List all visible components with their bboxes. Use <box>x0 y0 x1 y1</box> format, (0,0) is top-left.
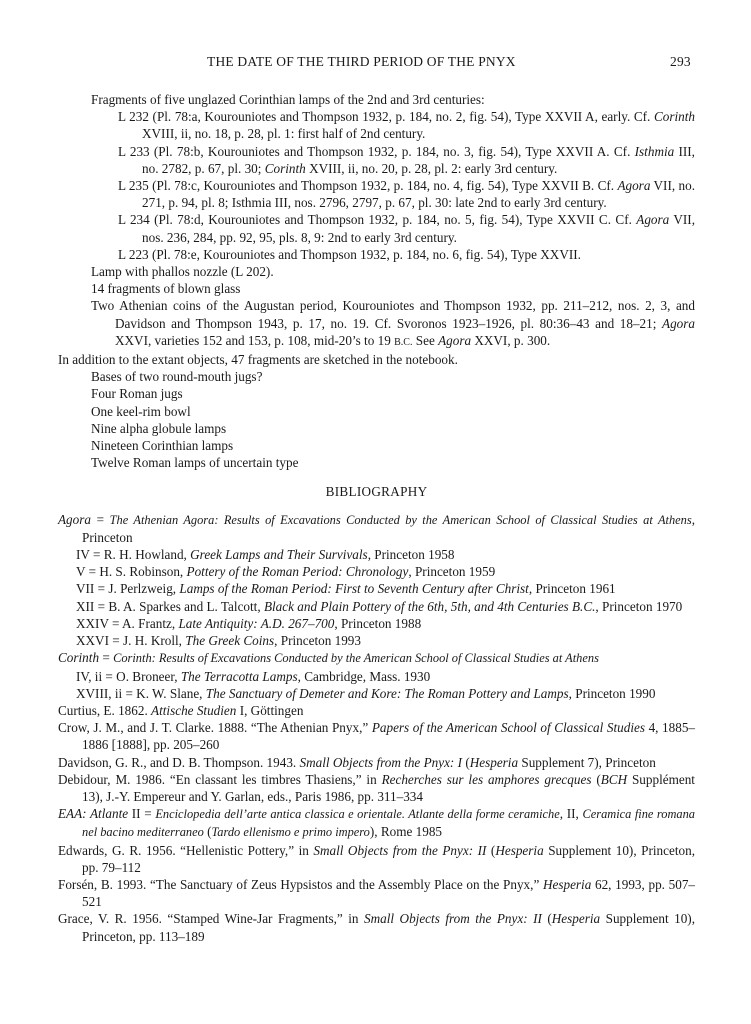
bib-entry-crow: Crow, J. M., and J. T. Clarke. 1888. “The Athenian Pnyx,” Papers of the American School of Classical Studies 4, 1885–1886 [1888], pp. 205–260 <box>58 720 696 753</box>
phallos-lamp-line: Lamp with phallos nozzle (L 202). <box>91 264 274 280</box>
lamp-entry-l234: L 234 (Pl. 78:d, Kourouniotes and Thompson 1932, p. 184, no. 5, fig. 54), Type XXVII C. Cf. Agora VII, nos. 236, 284, pp. 92, 95, pls. 8, 9: 2nd to early 3rd century. <box>118 212 695 245</box>
lamp-entry-l232: L 232 (Pl. 78:a, Kourouniotes and Thompson 1932, p. 184, no. 2, fig. 54), Type XXVII A, early. Cf. Corinth XVIII, ii, no. 18, p. 28, pl. 1: first half of 2nd century. <box>118 109 695 142</box>
bib-volume: IV, ii = O. Broneer, The Terracotta Lamps, Cambridge, Mass. 1930 <box>76 668 431 684</box>
blown-glass-line: 14 fragments of blown glass <box>91 281 241 297</box>
bib-entry-debidour: Debidour, M. 1986. “En classant les timbres Thasiens,” in Recherches sur les amphores grecques (BCH Supplément 13), J.-Y. Empereur and Y. Garlan, eds., Paris 1986, pp. 311–334 <box>58 771 695 804</box>
coins-entry: Two Athenian coins of the Augustan period, Kourouniotes and Thompson 1932, pp. 211–212, nos. 2, 3, and Davidson and Thompson 1943, p. 17, no. 19. Cf. Svoronos 1923–1926, pl. 80:36–43 and 18–21; Agora XXVI, varieties 152 and 153, p. 108, mid-20’s to 19 B.C. See Agora XXVI, p. 300. <box>91 298 695 348</box>
bib-volume: XXIV = A. Frantz, Late Antiquity: A.D. 267–700, Princeton 1988 <box>76 615 422 631</box>
bib-entry-edwards: Edwards, G. R. 1956. “Hellenistic Pottery,” in Small Objects from the Pnyx: II (Hesperia Supplement 10), Princeton, pp. 79–112 <box>58 842 695 875</box>
bib-volume: V = H. S. Robinson, Pottery of the Roman Period: Chronology, Princeton 1959 <box>76 564 496 580</box>
bib-volume: XXVI = J. H. Kroll, The Greek Coins, Princeton 1993 <box>76 633 361 649</box>
bibliography-heading: BIBLIOGRAPHY <box>325 484 428 500</box>
sketched-item: Four Roman jugs <box>91 386 183 402</box>
lamp-entry-l235: L 235 (Pl. 78:c, Kourouniotes and Thompson 1932, p. 184, no. 4, fig. 54), Type XXVII B. Cf. Agora VII, no. 271, p. 94, pl. 8; Isthmia III, nos. 2796, 2797, p. 67, pl. 30: late 2nd to early 3rd century. <box>118 178 695 211</box>
sketched-item: Nineteen Corinthian lamps <box>91 438 234 454</box>
sketched-item: Bases of two round-mouth jugs? <box>91 369 263 385</box>
bib-entry-grace: Grace, V. R. 1956. “Stamped Wine-Jar Fragments,” in Small Objects from the Pnyx: II (Hesperia Supplement 10), Princeton, pp. 113–189 <box>58 911 695 944</box>
lamp-entry-l223: L 223 (Pl. 78:e, Kourouniotes and Thompson 1932, p. 184, no. 6, fig. 54), Type XXVII. <box>118 246 581 262</box>
bib-volume: XVIII, ii = K. W. Slane, The Sanctuary of Demeter and Kore: The Roman Pottery and Lamps, Princeton 1990 <box>76 685 656 701</box>
lamp-entry-l233: L 233 (Pl. 78:b, Kourouniotes and Thompson 1932, p. 184, no. 3, fig. 54), Type XXVII A. Cf. Isthmia III, no. 2782, p. 67, pl. 30; Corinth XVIII, ii, no. 20, p. 28, pl. 2: early 3rd century. <box>118 143 695 176</box>
page-body <box>58 91 695 945</box>
sketched-item: One keel-rim bowl <box>91 403 191 419</box>
sketched-item: Twelve Roman lamps of uncertain type <box>91 455 299 471</box>
bib-volume: VII = J. Perlzweig, Lamps of the Roman Period: First to Seventh Century after Christ, Princeton 1961 <box>76 581 616 597</box>
running-title: THE DATE OF THE THIRD PERIOD OF THE PNYX <box>207 54 516 69</box>
bib-entry-agora: Agora = The Athenian Agora: Results of Excavations Conducted by the American School of Classical Studies at Athens, Princeton <box>58 511 695 545</box>
lamps-intro: Fragments of five unglazed Corinthian lamps of the 2nd and 3rd centuries: <box>91 92 485 107</box>
bib-entry-corinth: Corinth = Corinth: Results of Excavations Conducted by the American School of Classical Studies at Athens <box>58 650 599 666</box>
sketched-item: Nine alpha globule lamps <box>91 420 227 436</box>
bib-entry-eaa: EAA: Atlante II = Enciclopedia dell’arte antica classica e orientale. Atlante della forme ceramiche, II, Ceramica fine romana nel bacino mediterraneo (Tardo ellenismo e primo impero), Rome 1985 <box>58 806 695 840</box>
sketched-intro: In addition to the extant objects, 47 fragments are sketched in the notebook. <box>58 352 458 368</box>
bib-entry-curtius: Curtius, E. 1862. Attische Studien I, Göttingen <box>58 702 304 718</box>
bib-volume: XII = B. A. Sparkes and L. Talcott, Black and Plain Pottery of the 6th, 5th, and 4th Centuries B.C., Princeton 1970 <box>76 598 683 614</box>
bib-volume: IV = R. H. Howland, Greek Lamps and Their Survivals, Princeton 1958 <box>76 547 455 563</box>
bib-entry-davidson: Davidson, G. R., and D. B. Thompson. 1943. Small Objects from the Pnyx: I (Hesperia Supplement 7), Princeton <box>58 754 656 770</box>
page-number: 293 <box>670 54 691 69</box>
bib-entry-forsen: Forsén, B. 1993. “The Sanctuary of Zeus Hypsistos and the Assembly Place on the Pnyx,” Hesperia 62, 1993, pp. 507–521 <box>58 876 696 910</box>
